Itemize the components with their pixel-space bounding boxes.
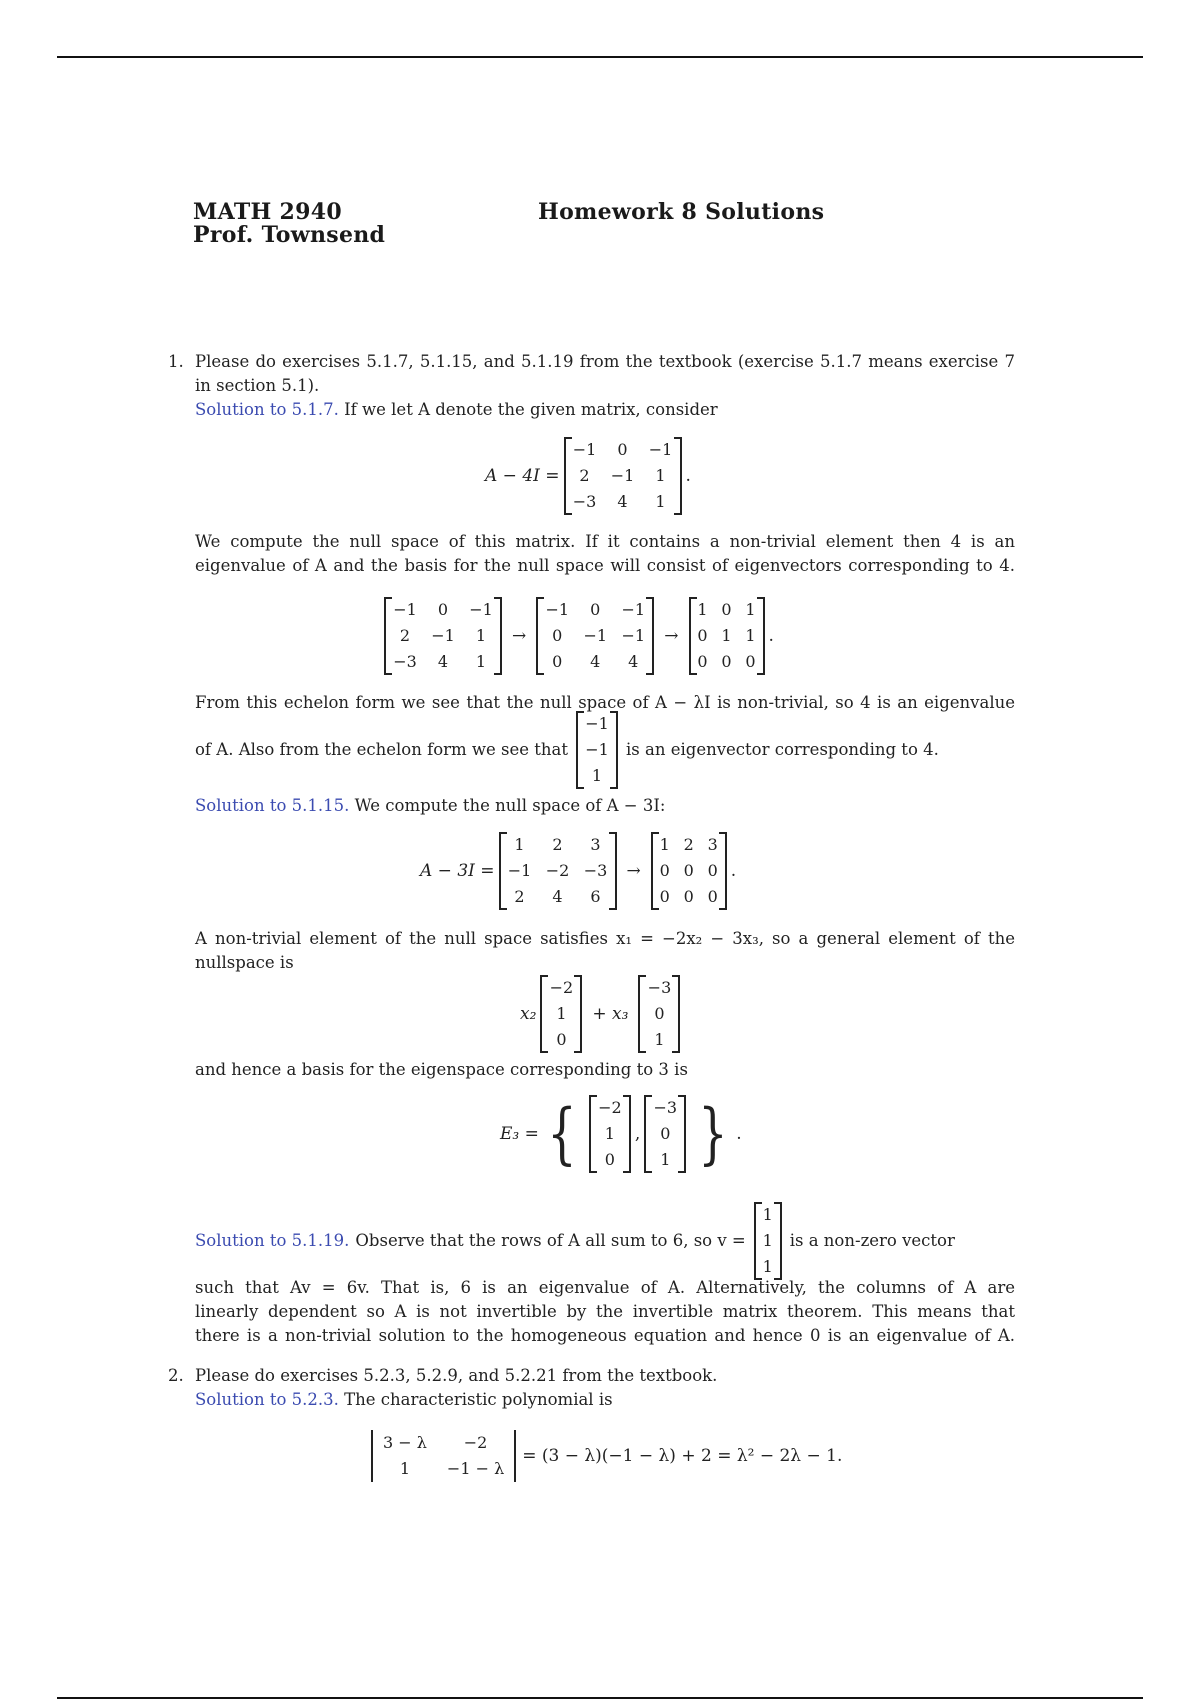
det-cell: 3 − λ [383,1433,427,1452]
matrix-cell: 0 [697,626,708,645]
arrow: → [512,626,527,646]
matrix-cell: −1 [610,466,635,485]
matrix-cell: 0 [697,652,708,671]
e3-vector-1 [589,1095,631,1173]
characteristic-polynomial [365,1430,842,1482]
matrix-cell: 1 [660,1150,671,1169]
polynomial-rhs: = (3 − λ)(−1 − λ) + 2 = λ² − 2λ − 1. [522,1446,843,1466]
right-brace: } [698,1095,728,1172]
eq-lhs: A − 3I = [420,861,495,881]
matrix-cell: −1 [621,600,646,619]
matrix-cell: 1 [659,835,670,854]
matrix-cell: 1 [604,1124,615,1143]
x3-coefficient: + x₃ [592,1004,629,1024]
eq-lhs: A − 4I = [485,466,560,486]
problem-1-prompt-line1: Please do exercises 5.1.7, 5.1.15, and 5.1.19 from the textbook (exercise 5.1.7 means exercise 7 [195,352,1015,371]
problem-2-number: 2. [168,1366,184,1385]
matrix-cell: 0 [660,1124,671,1143]
arrow: → [664,626,679,646]
determinant [371,1430,516,1482]
eigenspace-e3 [500,1095,742,1173]
vector-v [754,1202,782,1280]
solution-5-1-7-intro: If we let A denote the given matrix, consider [344,400,718,419]
matrix-cell: 0 [745,652,756,671]
matrix-cell: 4 [552,887,563,906]
eq-a-minus-4i [485,437,691,515]
matrix-cell: −1 [431,626,455,645]
matrix-cell: 4 [437,652,449,671]
det-cell: −2 [463,1433,488,1452]
matrix-cell: −1 [545,600,570,619]
solution-5-1-7-line [195,398,718,422]
matrix-cell: −2 [598,1098,622,1117]
matrix-a-minus-3i-echelon [651,832,727,910]
matrix-cell: 4 [628,652,639,671]
problem-1-prompt-line2: in section 5.1). [195,376,320,395]
echelon-line2-post: is an eigenvector corresponding to 4. [626,740,939,759]
matrix-cell: 1 [697,600,708,619]
matrix-cell: 1 [745,626,756,645]
matrix-cell: 1 [475,626,487,645]
solution-5-1-15-line [195,794,665,818]
course-code: MATH 2940 [193,199,342,225]
matrix-cell: 0 [721,600,732,619]
matrix-cell: 0 [552,652,563,671]
eq-a-minus-3i [420,832,736,910]
matrix-a-minus-3i [499,832,617,910]
det-cell: −1 − λ [446,1459,505,1478]
sol19-line1-pre: Observe that the rows of A all sum to 6, so v = [355,1231,746,1250]
matrix-cell: 1 [654,1030,665,1049]
solution-5-2-3-label[interactable]: Solution to 5.2.3. [195,1390,339,1409]
matrix-cell: 4 [617,492,628,511]
eq-end: . [768,626,774,646]
matrix-cell: 1 [745,600,756,619]
problem-1-number: 1. [168,352,184,371]
eq-end: . [730,861,737,881]
matrix-cell: −2 [549,978,574,997]
sol15-para-line2: nullspace is [195,953,294,972]
eq-end: . [736,1124,742,1144]
sol15-basis-text: and hence a basis for the eigenspace corresponding to 3 is [195,1060,688,1079]
matrix-cell: −1 [648,440,673,459]
matrix-cell: −1 [621,626,646,645]
matrix-cell: 1 [721,626,732,645]
solution-5-2-3-line [195,1388,613,1412]
matrix-cell: −1 [469,600,493,619]
matrix-cell: 1 [556,1004,567,1023]
matrix-cell: −3 [583,861,608,880]
sol19-line2: such that Av = 6v. That is, 6 is an eigenvalue of A. Alternatively, the columns of A are [195,1278,1015,1297]
solution-5-1-15-intro: We compute the null space of A − 3I: [354,796,666,815]
matrix-cell: −3 [572,492,597,511]
eigenvector [576,711,618,789]
det-cell: 1 [399,1459,411,1478]
sol19-line1-post: is a non-zero vector [789,1231,955,1250]
matrix-cell: 2 [683,835,694,854]
basis-vector-1 [540,975,582,1053]
matrix-cell: 3 [590,835,601,854]
matrix-cell: 0 [707,861,718,880]
sol19-line4: there is a non-trivial solution to the homogeneous equation and hence 0 is an eigenvalue of A. [195,1326,1015,1345]
eq-end: . [685,466,691,486]
sol19-line3: linearly dependent so A is not invertible by the invertible matrix theorem. This means that [195,1302,1015,1321]
basis-vector-2 [638,975,680,1053]
matrix-cell: 0 [654,1004,665,1023]
sol7-echelon-line1: From this echelon form we see that the null space of A − λI is non-trivial, so 4 is an eigenvalue [195,693,1015,712]
solution-5-1-19-label[interactable]: Solution to 5.1.19. [195,1231,350,1250]
matrix-cell: −1 [572,440,597,459]
sol15-para-line1: A non-trivial element of the null space satisfies x₁ = −2x₂ − 3x₃, so a general element of the [195,929,1015,948]
matrix-step-2 [536,597,654,675]
matrix-cell: −2 [545,861,570,880]
matrix-cell: 1 [655,492,666,511]
matrix-cell: 0 [590,600,601,619]
matrix-cell: 1 [655,466,666,485]
matrix-a-minus-4i [564,437,682,515]
echelon-line2-pre: of A. Also from the echelon form we see that [195,740,569,759]
matrix-cell: 2 [579,466,590,485]
page-title: Homework 8 Solutions [538,199,825,225]
matrix-cell: 0 [604,1150,615,1169]
matrix-cell: 0 [683,887,694,906]
matrix-cell: −1 [583,626,608,645]
sol7-para-line1: We compute the null space of this matrix. If it contains a non-trivial element then 4 is an [195,532,1015,551]
matrix-cell: −1 [585,714,609,733]
matrix-cell: 1 [762,1205,773,1224]
matrix-cell: 0 [437,600,449,619]
problem-2-prompt: Please do exercises 5.2.3, 5.2.9, and 5.2.21 from the textbook. [195,1366,718,1385]
matrix-cell: 3 [707,835,718,854]
matrix-cell: −1 [507,861,532,880]
matrix-cell: 1 [591,766,603,785]
sol7-para-line2: eigenvalue of A and the basis for the null space will consist of eigenvectors corresponding to 4. [195,556,1015,575]
arrow: → [626,861,641,881]
matrix-cell: 0 [721,652,732,671]
matrix-cell: 1 [514,835,525,854]
matrix-cell: −3 [653,1098,678,1117]
solution-5-2-3-intro: The characteristic polynomial is [344,1390,613,1409]
solution-5-1-7-label[interactable]: Solution to 5.1.7. [195,400,339,419]
matrix-cell: 4 [590,652,601,671]
matrix-cell: 0 [659,887,670,906]
matrix-cell: 0 [707,887,718,906]
solution-5-1-19-line1 [195,1202,1015,1280]
matrix-cell: 2 [552,835,563,854]
matrix-cell: −3 [647,978,672,997]
matrix-cell: 0 [617,440,628,459]
matrix-cell: −1 [393,600,417,619]
professor-name: Prof. Townsend [193,222,386,248]
top-rule [57,56,1143,58]
row-reduction [380,597,774,675]
e3-vector-2 [644,1095,686,1173]
matrix-cell: 2 [514,887,525,906]
e3-lhs: E₃ = [500,1124,539,1144]
matrix-step-3 [689,597,765,675]
matrix-cell: −3 [393,652,417,671]
matrix-cell: 1 [762,1231,773,1250]
matrix-cell: 1 [762,1257,773,1276]
matrix-cell: 0 [659,861,670,880]
x2-coefficient: x₂ [520,1004,537,1024]
general-element [520,975,684,1053]
matrix-cell: 0 [683,861,694,880]
matrix-step-1 [384,597,502,675]
matrix-cell: 1 [475,652,487,671]
matrix-cell: 0 [552,626,563,645]
matrix-cell: 0 [556,1030,567,1049]
comma: , [634,1124,641,1144]
solution-5-1-15-label[interactable]: Solution to 5.1.15. [195,796,350,815]
matrix-cell: 2 [399,626,411,645]
bottom-rule [57,1697,1143,1699]
left-brace: { [547,1095,577,1172]
matrix-cell: 6 [590,887,601,906]
sol7-echelon-line2 [195,711,939,789]
matrix-cell: −1 [585,740,609,759]
